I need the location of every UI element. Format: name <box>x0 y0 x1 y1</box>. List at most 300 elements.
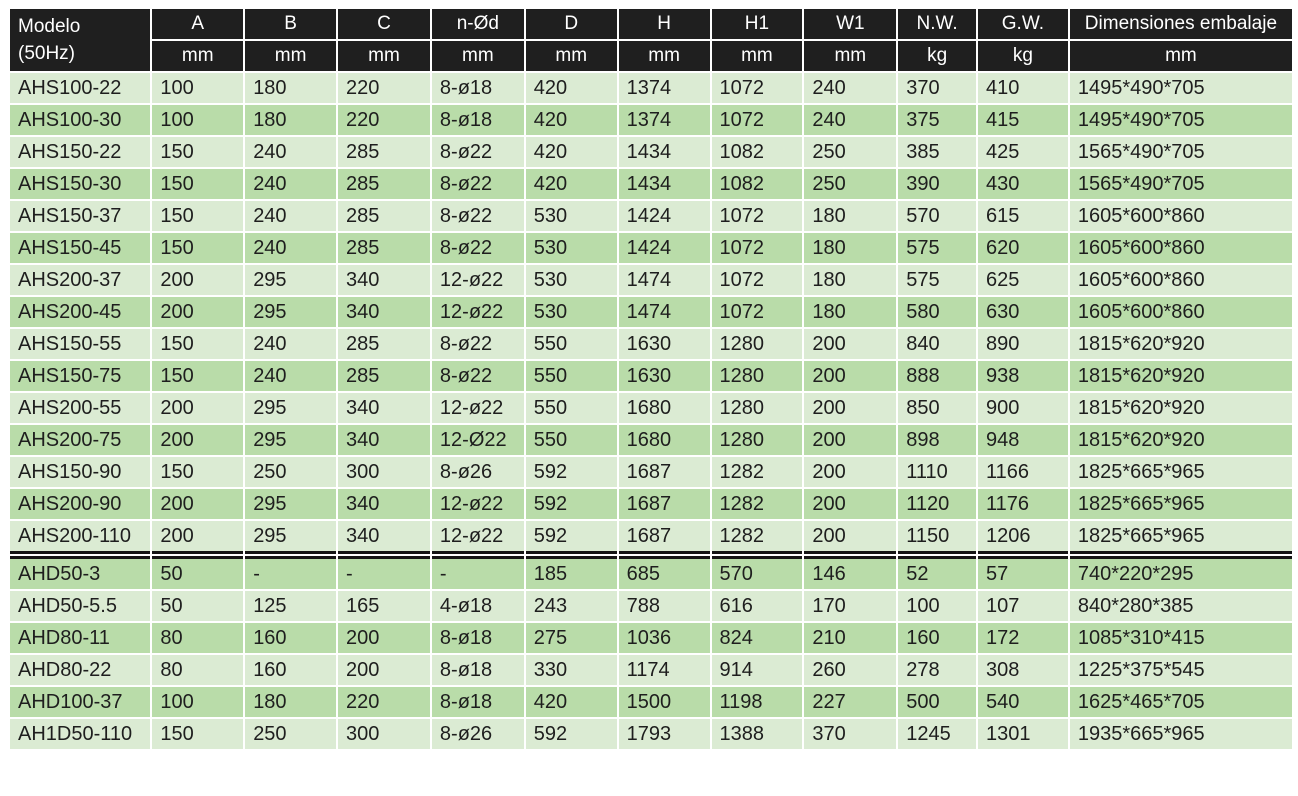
cell-h1: 1282 <box>712 457 803 487</box>
cell-w1: 200 <box>804 521 896 554</box>
header-col-h1: H1 <box>712 9 803 39</box>
cell-c: - <box>338 556 430 589</box>
table-row <box>10 105 1292 135</box>
cell-w1: 200 <box>804 457 896 487</box>
cell-w1: 240 <box>804 73 896 103</box>
cell-model: AHS150-55 <box>10 329 150 359</box>
cell-nd: 4-ø18 <box>432 591 524 621</box>
cell-d: 550 <box>526 329 617 359</box>
cell-a: 200 <box>152 265 243 295</box>
cell-c: 285 <box>338 169 430 199</box>
cell-w1: 250 <box>804 137 896 167</box>
cell-b: 250 <box>245 719 336 749</box>
cell-c: 220 <box>338 105 430 135</box>
cell-a: 150 <box>152 169 243 199</box>
cell-h: 685 <box>619 556 710 589</box>
cell-a: 150 <box>152 457 243 487</box>
header-model-line1: Modelo <box>18 16 81 37</box>
cell-model: AHD80-11 <box>10 623 150 653</box>
cell-w1: 250 <box>804 169 896 199</box>
cell-packaging: 1495*490*705 <box>1070 105 1292 135</box>
cell-gw: 620 <box>978 233 1068 263</box>
cell-packaging: 1605*600*860 <box>1070 265 1292 295</box>
table-row <box>10 137 1292 167</box>
cell-d: 420 <box>526 169 617 199</box>
cell-h: 1687 <box>619 489 710 519</box>
table-row <box>10 297 1292 327</box>
unit-col-d: mm <box>526 41 617 71</box>
cell-h1: 1282 <box>712 489 803 519</box>
cell-nd: 12-Ø22 <box>432 425 524 455</box>
cell-w1: 180 <box>804 297 896 327</box>
table-row <box>10 393 1292 423</box>
cell-a: 200 <box>152 425 243 455</box>
cell-c: 300 <box>338 719 430 749</box>
cell-gw: 630 <box>978 297 1068 327</box>
header-col-d: D <box>526 9 617 39</box>
cell-a: 80 <box>152 655 243 685</box>
cell-h: 1036 <box>619 623 710 653</box>
cell-d: 185 <box>526 556 617 589</box>
cell-nw: 888 <box>898 361 976 391</box>
cell-nw: 575 <box>898 233 976 263</box>
cell-h: 1630 <box>619 329 710 359</box>
cell-packaging: 840*280*385 <box>1070 591 1292 621</box>
header-col-gw: G.W. <box>978 9 1068 39</box>
cell-d: 530 <box>526 233 617 263</box>
header-model-line2: (50Hz) <box>18 43 76 64</box>
cell-h: 1500 <box>619 687 710 717</box>
cell-a: 100 <box>152 73 243 103</box>
cell-b: 240 <box>245 233 336 263</box>
cell-a: 50 <box>152 556 243 589</box>
cell-nw: 1110 <box>898 457 976 487</box>
cell-h: 1687 <box>619 521 710 554</box>
cell-a: 200 <box>152 297 243 327</box>
cell-packaging: 1565*490*705 <box>1070 137 1292 167</box>
cell-model: AHS150-90 <box>10 457 150 487</box>
cell-nd: 8-ø22 <box>432 361 524 391</box>
cell-gw: 900 <box>978 393 1068 423</box>
cell-a: 200 <box>152 521 243 554</box>
cell-nw: 1150 <box>898 521 976 554</box>
cell-d: 592 <box>526 521 617 554</box>
cell-d: 550 <box>526 361 617 391</box>
cell-gw: 415 <box>978 105 1068 135</box>
cell-d: 530 <box>526 201 617 231</box>
table-row <box>10 201 1292 231</box>
cell-model: AHS200-45 <box>10 297 150 327</box>
cell-h1: 1082 <box>712 169 803 199</box>
cell-nd: 8-ø18 <box>432 623 524 653</box>
cell-nd: 12-ø22 <box>432 265 524 295</box>
table-body <box>10 73 1292 749</box>
cell-h1: 1082 <box>712 137 803 167</box>
cell-gw: 890 <box>978 329 1068 359</box>
cell-h: 1687 <box>619 457 710 487</box>
cell-a: 150 <box>152 719 243 749</box>
cell-b: 160 <box>245 655 336 685</box>
cell-nw: 570 <box>898 201 976 231</box>
cell-d: 330 <box>526 655 617 685</box>
cell-gw: 425 <box>978 137 1068 167</box>
cell-w1: 180 <box>804 233 896 263</box>
cell-d: 550 <box>526 393 617 423</box>
cell-gw: 1206 <box>978 521 1068 554</box>
cell-b: 295 <box>245 521 336 554</box>
cell-gw: 540 <box>978 687 1068 717</box>
cell-b: 295 <box>245 265 336 295</box>
cell-h: 1793 <box>619 719 710 749</box>
cell-nw: 1120 <box>898 489 976 519</box>
specs-table <box>8 7 1294 751</box>
cell-a: 200 <box>152 393 243 423</box>
cell-w1: 240 <box>804 105 896 135</box>
cell-w1: 370 <box>804 719 896 749</box>
cell-h: 1174 <box>619 655 710 685</box>
cell-nw: 500 <box>898 687 976 717</box>
cell-b: 160 <box>245 623 336 653</box>
cell-a: 150 <box>152 201 243 231</box>
cell-nd: 8-ø22 <box>432 201 524 231</box>
cell-packaging: 1825*665*965 <box>1070 489 1292 519</box>
cell-c: 340 <box>338 521 430 554</box>
cell-d: 530 <box>526 297 617 327</box>
cell-model: AHS200-110 <box>10 521 150 554</box>
cell-a: 100 <box>152 105 243 135</box>
cell-packaging: 1495*490*705 <box>1070 73 1292 103</box>
table-row <box>10 73 1292 103</box>
cell-h: 1474 <box>619 297 710 327</box>
cell-d: 420 <box>526 687 617 717</box>
cell-c: 220 <box>338 73 430 103</box>
cell-b: 295 <box>245 393 336 423</box>
cell-nd: 8-ø22 <box>432 137 524 167</box>
cell-a: 150 <box>152 361 243 391</box>
unit-col-a: mm <box>152 41 243 71</box>
cell-h1: 1072 <box>712 265 803 295</box>
cell-nd: 12-ø22 <box>432 521 524 554</box>
cell-h1: 1072 <box>712 297 803 327</box>
cell-h1: 824 <box>712 623 803 653</box>
table-row <box>10 361 1292 391</box>
table-header <box>10 9 1292 71</box>
cell-b: 295 <box>245 425 336 455</box>
cell-c: 220 <box>338 687 430 717</box>
cell-model: AHS200-75 <box>10 425 150 455</box>
cell-h: 1680 <box>619 425 710 455</box>
cell-packaging: 1815*620*920 <box>1070 393 1292 423</box>
cell-c: 340 <box>338 393 430 423</box>
cell-model: AHS100-30 <box>10 105 150 135</box>
table-row <box>10 425 1292 455</box>
unit-col-c: mm <box>338 41 430 71</box>
cell-b: 180 <box>245 105 336 135</box>
cell-c: 285 <box>338 201 430 231</box>
cell-h: 1474 <box>619 265 710 295</box>
cell-c: 340 <box>338 489 430 519</box>
cell-model: AHD80-22 <box>10 655 150 685</box>
cell-model: AHS200-37 <box>10 265 150 295</box>
cell-packaging: 1605*600*860 <box>1070 233 1292 263</box>
cell-nw: 385 <box>898 137 976 167</box>
cell-w1: 200 <box>804 489 896 519</box>
cell-b: 180 <box>245 73 336 103</box>
cell-c: 285 <box>338 329 430 359</box>
cell-nd: 8-ø18 <box>432 73 524 103</box>
cell-d: 550 <box>526 425 617 455</box>
cell-h1: 1072 <box>712 105 803 135</box>
cell-c: 285 <box>338 361 430 391</box>
cell-packaging: 1935*665*965 <box>1070 719 1292 749</box>
cell-h1: 914 <box>712 655 803 685</box>
cell-d: 420 <box>526 73 617 103</box>
cell-h: 1424 <box>619 233 710 263</box>
cell-b: 240 <box>245 329 336 359</box>
cell-h1: 1072 <box>712 233 803 263</box>
cell-model: AHS150-22 <box>10 137 150 167</box>
cell-gw: 625 <box>978 265 1068 295</box>
cell-gw: 1301 <box>978 719 1068 749</box>
cell-c: 285 <box>338 137 430 167</box>
table-row <box>10 489 1292 519</box>
cell-gw: 615 <box>978 201 1068 231</box>
cell-w1: 170 <box>804 591 896 621</box>
cell-d: 592 <box>526 719 617 749</box>
cell-h1: 1280 <box>712 361 803 391</box>
cell-packaging: 1825*665*965 <box>1070 521 1292 554</box>
table-row <box>10 169 1292 199</box>
cell-model: AHS150-75 <box>10 361 150 391</box>
cell-b: - <box>245 556 336 589</box>
cell-d: 275 <box>526 623 617 653</box>
cell-c: 200 <box>338 655 430 685</box>
table-row <box>10 591 1292 621</box>
header-col-nw: N.W. <box>898 9 976 39</box>
cell-nw: 390 <box>898 169 976 199</box>
unit-col-h1: mm <box>712 41 803 71</box>
cell-d: 420 <box>526 105 617 135</box>
cell-h1: 1072 <box>712 201 803 231</box>
cell-gw: 948 <box>978 425 1068 455</box>
cell-w1: 146 <box>804 556 896 589</box>
cell-b: 240 <box>245 201 336 231</box>
cell-h1: 1282 <box>712 521 803 554</box>
cell-h1: 1280 <box>712 329 803 359</box>
cell-nd: - <box>432 556 524 589</box>
unit-col-nw: kg <box>898 41 976 71</box>
cell-nw: 160 <box>898 623 976 653</box>
cell-nw: 1245 <box>898 719 976 749</box>
cell-gw: 938 <box>978 361 1068 391</box>
cell-c: 165 <box>338 591 430 621</box>
header-col-c: C <box>338 9 430 39</box>
unit-col-h: mm <box>619 41 710 71</box>
cell-nw: 278 <box>898 655 976 685</box>
cell-nd: 12-ø22 <box>432 393 524 423</box>
cell-nd: 8-ø22 <box>432 233 524 263</box>
cell-nd: 8-ø26 <box>432 457 524 487</box>
cell-b: 295 <box>245 489 336 519</box>
cell-c: 340 <box>338 425 430 455</box>
cell-packaging: 1225*375*545 <box>1070 655 1292 685</box>
cell-model: AHS200-90 <box>10 489 150 519</box>
header-col-a: A <box>152 9 243 39</box>
header-col-b: B <box>245 9 336 39</box>
cell-w1: 227 <box>804 687 896 717</box>
table-row <box>10 687 1292 717</box>
unit-col-packaging: mm <box>1070 41 1292 71</box>
cell-b: 240 <box>245 361 336 391</box>
cell-h1: 1072 <box>712 73 803 103</box>
cell-w1: 260 <box>804 655 896 685</box>
cell-h: 1434 <box>619 169 710 199</box>
cell-packaging: 740*220*295 <box>1070 556 1292 589</box>
table-row <box>10 556 1292 589</box>
cell-b: 125 <box>245 591 336 621</box>
cell-d: 420 <box>526 137 617 167</box>
unit-col-b: mm <box>245 41 336 71</box>
cell-nd: 8-ø18 <box>432 105 524 135</box>
cell-gw: 107 <box>978 591 1068 621</box>
cell-nd: 8-ø26 <box>432 719 524 749</box>
cell-nw: 52 <box>898 556 976 589</box>
unit-col-nd: mm <box>432 41 524 71</box>
cell-h: 1374 <box>619 105 710 135</box>
cell-a: 100 <box>152 687 243 717</box>
cell-packaging: 1565*490*705 <box>1070 169 1292 199</box>
cell-gw: 308 <box>978 655 1068 685</box>
table-row <box>10 457 1292 487</box>
cell-h1: 1280 <box>712 425 803 455</box>
cell-d: 592 <box>526 457 617 487</box>
cell-d: 530 <box>526 265 617 295</box>
cell-nw: 370 <box>898 73 976 103</box>
cell-w1: 200 <box>804 393 896 423</box>
cell-model: AHD50-5.5 <box>10 591 150 621</box>
cell-h1: 1280 <box>712 393 803 423</box>
cell-h: 788 <box>619 591 710 621</box>
cell-a: 150 <box>152 137 243 167</box>
cell-nw: 898 <box>898 425 976 455</box>
cell-gw: 1176 <box>978 489 1068 519</box>
cell-model: AHD100-37 <box>10 687 150 717</box>
cell-packaging: 1625*465*705 <box>1070 687 1292 717</box>
cell-model: AHS150-37 <box>10 201 150 231</box>
cell-b: 180 <box>245 687 336 717</box>
cell-w1: 200 <box>804 329 896 359</box>
header-col-nd: n-Ød <box>432 9 524 39</box>
cell-nd: 12-ø22 <box>432 297 524 327</box>
cell-h1: 616 <box>712 591 803 621</box>
cell-packaging: 1815*620*920 <box>1070 329 1292 359</box>
cell-c: 200 <box>338 623 430 653</box>
header-model <box>10 9 150 71</box>
table-row <box>10 233 1292 263</box>
cell-d: 243 <box>526 591 617 621</box>
cell-h: 1374 <box>619 73 710 103</box>
cell-c: 340 <box>338 265 430 295</box>
cell-packaging: 1815*620*920 <box>1070 361 1292 391</box>
cell-nd: 8-ø18 <box>432 687 524 717</box>
cell-gw: 172 <box>978 623 1068 653</box>
cell-model: AHD50-3 <box>10 556 150 589</box>
header-col-packaging: Dimensiones embalaje <box>1070 9 1292 39</box>
cell-model: AH1D50-110 <box>10 719 150 749</box>
cell-a: 150 <box>152 329 243 359</box>
cell-nd: 8-ø22 <box>432 329 524 359</box>
cell-model: AHS100-22 <box>10 73 150 103</box>
cell-b: 240 <box>245 137 336 167</box>
unit-col-w1: mm <box>804 41 896 71</box>
cell-h1: 1388 <box>712 719 803 749</box>
header-col-w1: W1 <box>804 9 896 39</box>
cell-gw: 57 <box>978 556 1068 589</box>
cell-h: 1630 <box>619 361 710 391</box>
cell-h: 1434 <box>619 137 710 167</box>
cell-b: 295 <box>245 297 336 327</box>
cell-b: 250 <box>245 457 336 487</box>
cell-d: 592 <box>526 489 617 519</box>
cell-nw: 580 <box>898 297 976 327</box>
cell-h: 1424 <box>619 201 710 231</box>
cell-nw: 850 <box>898 393 976 423</box>
cell-c: 285 <box>338 233 430 263</box>
cell-nw: 840 <box>898 329 976 359</box>
header-name-row <box>10 9 1292 39</box>
table-row <box>10 265 1292 295</box>
cell-nd: 12-ø22 <box>432 489 524 519</box>
cell-c: 300 <box>338 457 430 487</box>
cell-w1: 210 <box>804 623 896 653</box>
cell-packaging: 1825*665*965 <box>1070 457 1292 487</box>
cell-h1: 570 <box>712 556 803 589</box>
cell-w1: 180 <box>804 201 896 231</box>
cell-nd: 8-ø18 <box>432 655 524 685</box>
cell-a: 150 <box>152 233 243 263</box>
cell-b: 240 <box>245 169 336 199</box>
cell-model: AHS150-30 <box>10 169 150 199</box>
cell-packaging: 1815*620*920 <box>1070 425 1292 455</box>
cell-nw: 575 <box>898 265 976 295</box>
cell-model: AHS200-55 <box>10 393 150 423</box>
cell-w1: 200 <box>804 361 896 391</box>
cell-gw: 1166 <box>978 457 1068 487</box>
cell-nd: 8-ø22 <box>432 169 524 199</box>
cell-gw: 430 <box>978 169 1068 199</box>
cell-nw: 375 <box>898 105 976 135</box>
cell-model: AHS150-45 <box>10 233 150 263</box>
cell-w1: 180 <box>804 265 896 295</box>
cell-packaging: 1085*310*415 <box>1070 623 1292 653</box>
cell-c: 340 <box>338 297 430 327</box>
cell-h1: 1198 <box>712 687 803 717</box>
cell-a: 200 <box>152 489 243 519</box>
header-col-h: H <box>619 9 710 39</box>
table-row <box>10 655 1292 685</box>
table-row <box>10 623 1292 653</box>
cell-a: 80 <box>152 623 243 653</box>
table-row <box>10 521 1292 554</box>
table-row <box>10 719 1292 749</box>
cell-nw: 100 <box>898 591 976 621</box>
cell-a: 50 <box>152 591 243 621</box>
header-unit-row <box>10 41 1292 71</box>
cell-gw: 410 <box>978 73 1068 103</box>
table-row <box>10 329 1292 359</box>
cell-w1: 200 <box>804 425 896 455</box>
cell-packaging: 1605*600*860 <box>1070 201 1292 231</box>
